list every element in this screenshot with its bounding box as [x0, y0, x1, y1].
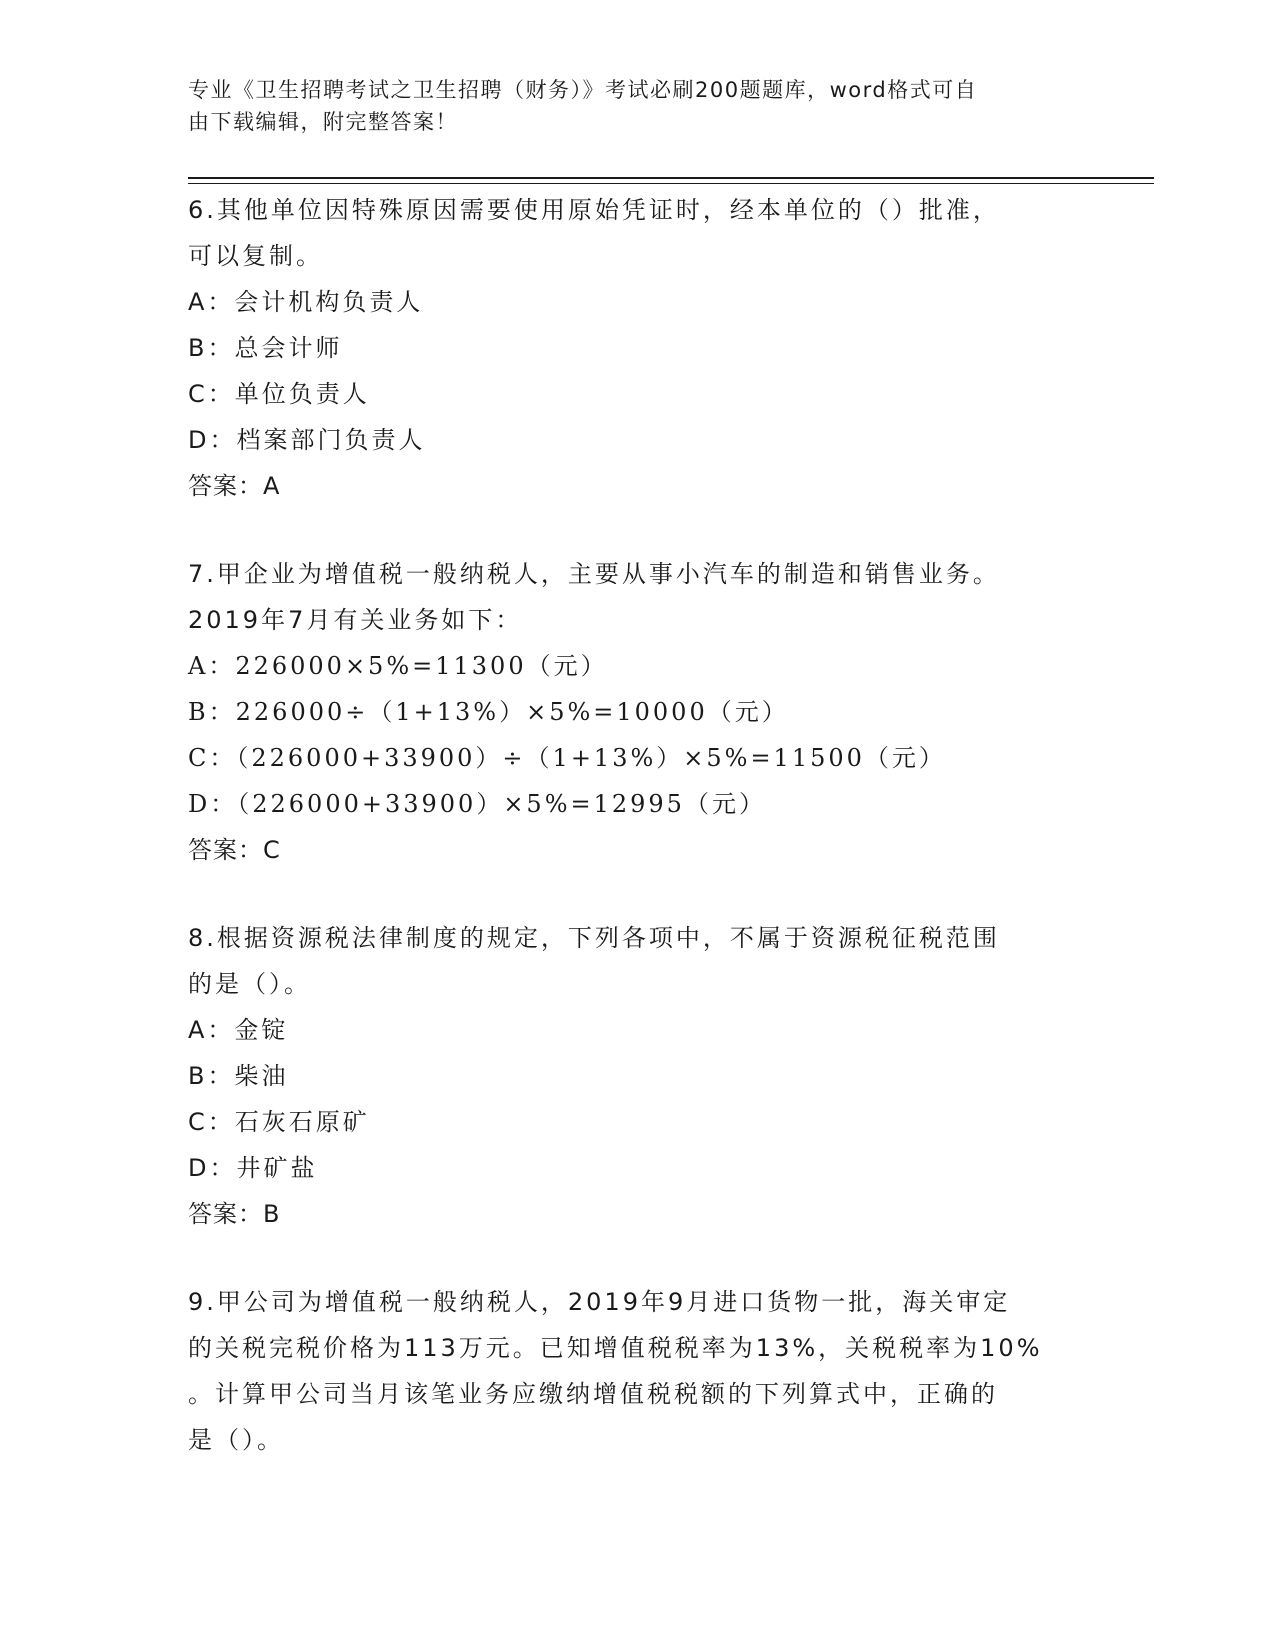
- option-b: B：柴油: [188, 1062, 289, 1090]
- answer-line: 答案：C: [188, 836, 281, 864]
- option-d: D：（226000+33900）×5%=12995（元）: [188, 790, 766, 818]
- question-stem-line: 是（）。: [188, 1426, 284, 1454]
- question-9: [188, 1279, 1088, 1463]
- option-a: A：会计机构负责人: [188, 288, 424, 316]
- option-c: C：石灰石原矿: [188, 1108, 370, 1136]
- question-7: [188, 551, 1088, 873]
- document-header: [188, 74, 1068, 138]
- option-d: D：档案部门负责人: [188, 426, 426, 454]
- option-c: C：单位负责人: [188, 380, 370, 408]
- option-c: C：（226000+33900）÷（1+13%）×5%=11500（元）: [188, 744, 946, 772]
- question-stem-line: 的是（）。: [188, 970, 311, 998]
- question-stem-line: 8.根据资源税法律制度的规定，下列各项中，不属于资源税征税范围: [188, 924, 1000, 952]
- answer-line: 答案：A: [188, 472, 281, 500]
- question-stem-line: 9.甲公司为增值税一般纳税人，2019年9月进口货物一批，海关审定: [188, 1288, 1011, 1316]
- header-divider-thin: [188, 183, 1154, 184]
- header-line-2: 由下载编辑，附完整答案！: [188, 110, 458, 134]
- option-a: A：金锭: [188, 1016, 289, 1044]
- question-stem-line: 2019年7月有关业务如下：: [188, 606, 523, 634]
- header-divider-thick: [188, 177, 1154, 179]
- question-6: [188, 187, 1088, 509]
- option-a: A：226000×5%=11300（元）: [188, 652, 608, 680]
- question-stem-line: 的关税完税价格为113万元。已知增值税税率为13%，关税税率为10%: [188, 1334, 1043, 1362]
- question-8: [188, 915, 1088, 1237]
- header-line-1: 专业《卫生招聘考试之卫生招聘（财务）》考试必刷200题题库，word格式可自: [188, 78, 978, 102]
- option-b: B：总会计师: [188, 334, 343, 362]
- question-stem-line: 可以复制。: [188, 242, 323, 270]
- option-d: D：井矿盐: [188, 1154, 318, 1182]
- question-stem-line: 6.其他单位因特殊原因需要使用原始凭证时，经本单位的（）批准，: [188, 196, 1000, 224]
- question-stem-line: 7.甲企业为增值税一般纳税人，主要从事小汽车的制造和销售业务。: [188, 560, 1000, 588]
- option-b: B：226000÷（1+13%）×5%=10000（元）: [188, 698, 789, 726]
- question-stem-line: 。计算甲公司当月该笔业务应缴纳增值税税额的下列算式中，正确的: [188, 1380, 998, 1408]
- answer-line: 答案：B: [188, 1200, 281, 1228]
